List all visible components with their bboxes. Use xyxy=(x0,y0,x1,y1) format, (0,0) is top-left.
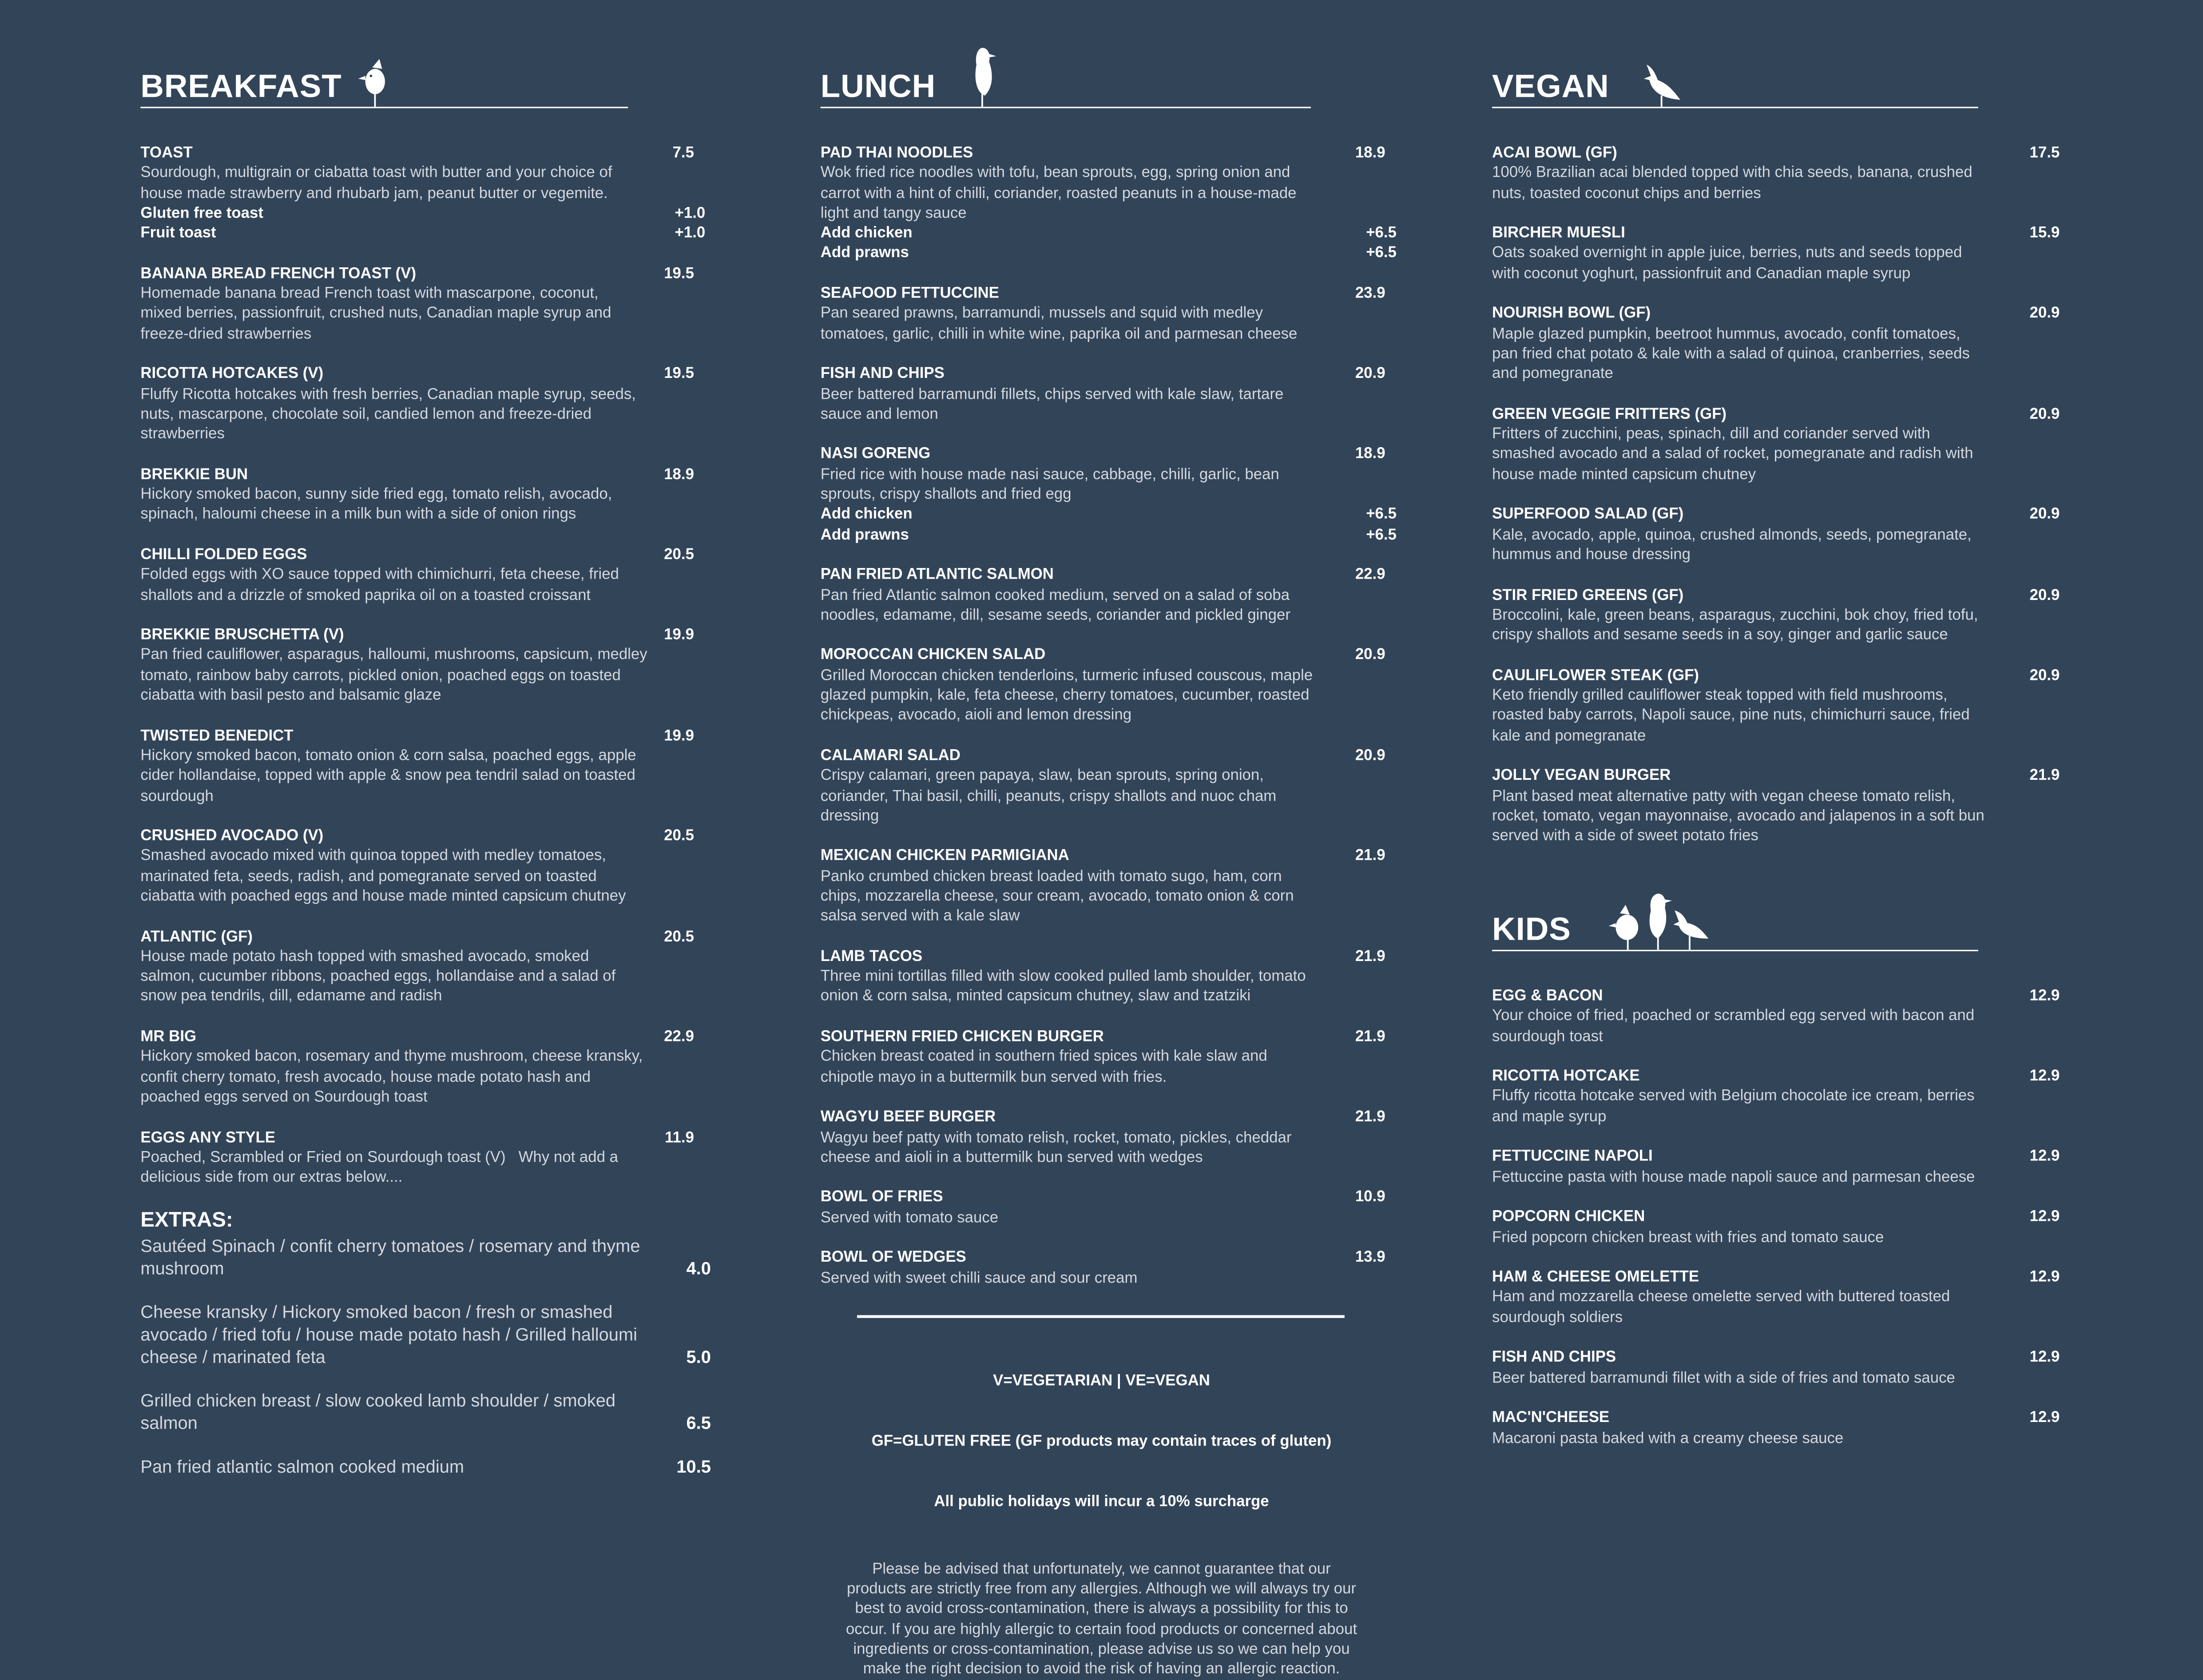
item-heading xyxy=(140,545,719,565)
menu-item xyxy=(821,284,1385,344)
item-heading xyxy=(821,646,1385,666)
item-description: Fritters of zucchini, peas, spinach, dill and coriander served with smashed avocado and a salad of rocket, pomegranate and radish with house made minted capsicum chutney xyxy=(1492,426,1973,483)
item-name: PAD THAI NOODLES xyxy=(820,144,973,162)
menu-item xyxy=(1492,505,2060,565)
item-name: NASI GORENG xyxy=(820,446,931,463)
item-price: 21.9 xyxy=(1355,948,1385,965)
item-name: ACAI BOWL (GF) xyxy=(1492,144,1617,162)
vegan-items xyxy=(1492,143,2060,846)
section-title: VEGAN xyxy=(1492,67,1609,104)
section-title: BREAKFAST xyxy=(140,67,342,104)
item-name: CAULIFLOWER STEAK (GF) xyxy=(1492,667,1699,684)
item-name: BOWL OF WEDGES xyxy=(820,1249,966,1267)
footer-divider xyxy=(857,1315,1345,1317)
item-name: SUPERFOOD SALAD (GF) xyxy=(1492,506,1684,524)
item-description: Macaroni pasta baked with a creamy cheese sauce xyxy=(1492,1430,1844,1447)
dietary-notes xyxy=(821,1331,1383,1553)
item-addon xyxy=(820,525,1397,545)
section-divider xyxy=(140,106,628,108)
bird-icon xyxy=(354,56,390,107)
item-heading xyxy=(1492,1408,2060,1428)
item-name: POPCORN CHICKEN xyxy=(1492,1208,1645,1226)
kids-items xyxy=(1492,986,2060,1448)
item-description: Wok fried rice noodles with tofu, bean sprouts, egg, spring onion and carrot with a hint of chilli, coriander, roasted peanuts in a house-made light and tangy sauce xyxy=(820,165,1297,222)
note-line: GF=GLUTEN FREE (GF products may contain traces of gluten) xyxy=(871,1433,1332,1450)
section-title: LUNCH xyxy=(820,67,936,104)
item-price: 19.9 xyxy=(664,627,694,644)
item-description: Fried rice with house made nasi sauce, cabbage, chilli, garlic, bean sprouts, crispy shallots and fried egg xyxy=(820,466,1279,503)
item-description: Beer battered barramundi fillets, chips served with kale slaw, tartare sauce and lemon xyxy=(820,385,1284,423)
item-heading xyxy=(140,143,719,163)
menu-item xyxy=(140,264,719,344)
item-price: 7.5 xyxy=(672,144,694,162)
item-heading xyxy=(1492,1067,2060,1087)
item-description: Three mini tortillas filled with slow cooked pulled lamb shoulder, tomato onion & corn salsa, minted capsicum chutney, slaw and tzatziki xyxy=(820,968,1306,1005)
item-heading xyxy=(821,1188,1385,1208)
item-price: 12.9 xyxy=(2029,1410,2060,1427)
item-name: SOUTHERN FRIED CHICKEN BURGER xyxy=(820,1029,1104,1046)
item-heading xyxy=(821,746,1385,766)
item-name: STIR FRIED GREENS (GF) xyxy=(1492,587,1684,604)
item-description: Poached, Scrambled or Fried on Sourdough toast (V) Why not add a delicious side from our extras below.... xyxy=(140,1149,619,1186)
item-heading xyxy=(821,445,1385,465)
item-description: Beer battered barramundi fillet with a side of fries and tomato sauce xyxy=(1492,1369,1955,1386)
item-heading xyxy=(821,364,1385,384)
item-heading xyxy=(821,1027,1385,1047)
item-description: Kale, avocado, apple, quinoa, crushed almonds, seeds, pomegranate, hummus and house dressing xyxy=(1492,526,1972,564)
item-description: 100% Brazilian acai blended topped with chia seeds, banana, crushed nuts, toasted coconut chips and berries xyxy=(1492,165,1973,202)
addon-price: +6.5 xyxy=(1366,506,1397,524)
item-description: Chicken breast coated in southern fried spices with kale slaw and chipotle mayo in a buttermilk bun served with fries. xyxy=(820,1049,1267,1086)
item-description: Grilled Moroccan chicken tenderloins, turmeric infused couscous, maple glazed pumpkin, kale, feta cheese, cherry tomatoes, cucumber, roasted chickpeas, avocado, aioli and lemon dressing xyxy=(820,667,1313,724)
menu-item xyxy=(140,364,719,445)
menu-item xyxy=(821,947,1385,1007)
item-heading xyxy=(821,846,1385,866)
item-name: BANANA BREAD FRENCH TOAST (V) xyxy=(140,265,417,282)
item-heading xyxy=(1492,143,2060,163)
item-description: Plant based meat alternative patty with vegan cheese tomato relish, rocket, tomato, vegan mayonnaise, avocado and jalapenos in a soft bun served with a side of sweet potato fries xyxy=(1492,787,1985,845)
addon-name: Add chicken xyxy=(820,225,913,242)
note-line: All public holidays will incur a 10% surcharge xyxy=(934,1493,1269,1510)
item-addon xyxy=(140,203,719,223)
extra-item xyxy=(140,1235,719,1279)
item-price: 20.5 xyxy=(664,928,694,945)
item-name: LAMB TACOS xyxy=(820,948,923,965)
section-divider xyxy=(821,106,1311,108)
item-price: 20.5 xyxy=(664,827,694,845)
menu-item xyxy=(821,646,1385,726)
section-title: KIDS xyxy=(1492,910,1571,947)
lunch-section xyxy=(820,46,1397,1308)
breakfast-header xyxy=(140,46,719,108)
extras-title: EXTRAS: xyxy=(140,1208,233,1232)
item-heading xyxy=(1492,986,2060,1006)
item-heading xyxy=(140,826,719,846)
item-price: 12.9 xyxy=(2029,1349,2060,1366)
item-price: 20.9 xyxy=(1355,747,1385,764)
item-name: TOAST xyxy=(140,144,193,162)
item-description: Your choice of fried, poached or scrambled egg served with bacon and sourdough toast xyxy=(1492,1008,1975,1045)
addon-price: +6.5 xyxy=(1366,225,1397,242)
menu-item xyxy=(1492,143,2060,204)
item-price: 18.9 xyxy=(1355,144,1385,162)
item-price: 19.5 xyxy=(664,365,694,383)
item-price: 12.9 xyxy=(2029,988,2060,1005)
item-heading xyxy=(140,726,719,746)
item-name: RICOTTA HOTCAKES (V) xyxy=(140,365,324,383)
item-description: Pan fried cauliflower, asparagus, halloumi, mushrooms, capsicum, medley tomato, rainbow baby carrots, pickled onion, poached eggs on toasted ciabatta with basil pesto and balsamic glaze xyxy=(140,647,647,704)
item-name: PAN FRIED ATLANTIC SALMON xyxy=(820,566,1054,584)
extra-text: Grilled chicken breast / slow cooked lamb shoulder / smoked salmon xyxy=(140,1390,616,1433)
item-description: Ham and mozzarella cheese omelette served with buttered toasted sourdough soldiers xyxy=(1492,1289,1950,1326)
menu-item xyxy=(821,1108,1385,1168)
item-heading xyxy=(1492,666,2060,686)
section-divider xyxy=(1492,949,1978,951)
menu-item xyxy=(821,1248,1385,1288)
item-name: ATLANTIC (GF) xyxy=(140,928,253,945)
menu-item xyxy=(1492,666,2060,746)
item-heading xyxy=(140,264,719,284)
item-description: Oats soaked overnight in apple juice, berries, nuts and seeds topped with coconut yoghurt, passionfruit and Canadian maple syrup xyxy=(1492,245,1962,282)
item-name: CRUSHED AVOCADO (V) xyxy=(140,827,324,845)
extra-price: 6.5 xyxy=(686,1413,711,1433)
item-name: MOROCCAN CHICKEN SALAD xyxy=(820,647,1046,664)
menu-item xyxy=(821,565,1385,626)
item-description: House made potato hash topped with smashed avocado, smoked salmon, cucumber ribbons, poached eggs, hollandaise and a salad of snow pea tendrils, dill, edamame and radish xyxy=(140,948,616,1005)
menu-item xyxy=(820,445,1397,545)
item-price: 12.9 xyxy=(2029,1269,2060,1286)
item-description: Pan seared prawns, barramundi, mussels and squid with medley tomatoes, garlic, chilli in white wine, paprika oil and parmesan cheese xyxy=(820,305,1298,342)
addon-price: +6.5 xyxy=(1366,245,1397,262)
extra-price: 4.0 xyxy=(686,1259,711,1279)
item-price: 20.9 xyxy=(2029,587,2060,604)
item-price: 12.9 xyxy=(2029,1068,2060,1085)
item-heading xyxy=(1492,1147,2060,1167)
item-description: Wagyu beef patty with tomato relish, rocket, tomato, pickles, cheddar cheese and aioli in a buttermilk bun served with wedges xyxy=(820,1129,1292,1166)
item-heading xyxy=(1492,585,2060,605)
item-addon xyxy=(820,244,1397,264)
item-price: 22.9 xyxy=(1355,566,1385,584)
item-heading xyxy=(1492,405,2060,425)
item-heading xyxy=(140,625,719,645)
addon-name: Add prawns xyxy=(820,245,909,262)
item-addon xyxy=(140,224,719,244)
item-price: 23.9 xyxy=(1355,285,1385,302)
item-price: 13.9 xyxy=(1355,1249,1385,1267)
item-price: 18.9 xyxy=(1355,446,1385,463)
item-name: CALAMARI SALAD xyxy=(820,747,961,764)
item-name: TWISTED BENEDICT xyxy=(140,727,294,744)
vegan-section xyxy=(1492,46,2060,866)
item-heading xyxy=(1492,1207,2060,1227)
bird-icon xyxy=(965,45,999,107)
addon-price: +6.5 xyxy=(1366,526,1397,544)
addon-price: +1.0 xyxy=(675,225,706,242)
section-divider xyxy=(1492,106,1978,108)
item-price: 20.9 xyxy=(2029,405,2060,423)
item-price: 12.9 xyxy=(2029,1208,2060,1226)
item-name: BIRCHER MUESLI xyxy=(1492,225,1625,242)
item-name: MAC'N'CHEESE xyxy=(1492,1410,1610,1427)
menu-item xyxy=(820,143,1397,264)
item-addon xyxy=(820,224,1397,244)
item-price: 21.9 xyxy=(1355,848,1385,865)
menu-item xyxy=(1492,405,2060,485)
addon-price: +1.0 xyxy=(675,205,706,222)
item-heading xyxy=(1492,224,2060,244)
item-price: 21.9 xyxy=(1355,1109,1385,1126)
menu-item xyxy=(821,1188,1385,1228)
allergy-disclaimer: Please be advised that unfortunately, we cannot guarantee that our products are strictly free from any allergies. Although we will always try our best to avoid cross-contamination, there is always a possibility for this to occur. If you are highly allergic to certain food products or concerned about ingredients or cross-contamination, please advise us so we can help you make the right decision to avoid the risk of having an allergic reaction. xyxy=(845,1561,1358,1678)
item-name: BOWL OF FRIES xyxy=(820,1189,943,1207)
item-heading xyxy=(821,1108,1385,1128)
item-name: JOLLY VEGAN BURGER xyxy=(1492,767,1671,785)
breakfast-section xyxy=(140,46,719,1499)
item-heading xyxy=(140,465,719,485)
menu-item xyxy=(1492,304,2060,385)
lunch-items xyxy=(820,143,1397,1288)
menu-footer xyxy=(821,1315,1383,1680)
item-name: BREKKIE BRUSCHETTA (V) xyxy=(140,627,344,644)
item-heading xyxy=(140,1128,719,1148)
item-name: SEAFOOD FETTUCCINE xyxy=(820,285,999,302)
item-heading xyxy=(1492,1267,2060,1287)
menu-item xyxy=(1492,1067,2060,1127)
item-price: 22.9 xyxy=(664,1029,694,1046)
item-name: MEXICAN CHICKEN PARMIGIANA xyxy=(820,848,1069,865)
item-description: Crispy calamari, green papaya, slaw, bean sprouts, spring onion, coriander, Thai basil, chilli, peanuts, crispy shallots and nuoc cham dressing xyxy=(820,767,1277,825)
item-name: FISH AND CHIPS xyxy=(820,365,945,383)
extra-text: Pan fried atlantic salmon cooked medium xyxy=(140,1457,464,1477)
menu-item xyxy=(1492,585,2060,646)
kids-section xyxy=(1492,890,2060,1469)
item-name: BREKKIE BUN xyxy=(140,466,248,483)
item-description: Hickory smoked bacon, sunny side fried egg, tomato relish, avocado, spinach, haloumi cheese in a milk bun with a side of onion rings xyxy=(140,486,612,524)
breakfast-items xyxy=(140,143,719,1188)
item-name: FETTUCCINE NAPOLI xyxy=(1492,1148,1653,1166)
item-price: 21.9 xyxy=(2029,767,2060,785)
menu-item xyxy=(140,465,719,525)
menu-item xyxy=(140,1128,719,1188)
menu-item xyxy=(1492,1267,2060,1328)
menu-item xyxy=(1492,1408,2060,1448)
item-name: EGG & BACON xyxy=(1492,988,1603,1005)
extra-item xyxy=(140,1301,719,1368)
lunch-header xyxy=(821,46,1385,108)
item-heading xyxy=(821,1248,1385,1268)
menu-item xyxy=(140,545,719,605)
item-heading xyxy=(821,143,1385,163)
item-heading xyxy=(821,565,1385,585)
item-heading xyxy=(1492,505,2060,525)
item-name: CHILLI FOLDED EGGS xyxy=(140,546,307,564)
extra-price: 10.5 xyxy=(676,1457,711,1477)
item-price: 19.9 xyxy=(664,727,694,744)
item-description: Hickory smoked bacon, rosemary and thyme mushroom, cheese kransky, confit cherry tomato, fresh avocado, house made potato hash and poached eggs served on Sourdough toast xyxy=(140,1049,643,1106)
item-description: Homemade banana bread French toast with mascarpone, coconut, mixed berries, passionfruit, crushed nuts, Canadian maple syrup and freeze-dried strawberries xyxy=(140,285,611,342)
item-price: 12.9 xyxy=(2029,1148,2060,1166)
extra-text: Sautéed Spinach / confit cherry tomatoes / rosemary and thyme mushroom xyxy=(140,1236,640,1279)
item-name: NOURISH BOWL (GF) xyxy=(1492,305,1651,322)
item-addon xyxy=(820,505,1397,525)
item-heading xyxy=(821,284,1385,304)
item-description: Panko crumbed chicken breast loaded with tomato sugo, ham, corn chips, mozzarella cheese, sour cream, avocado, tomato onion & corn salsa served with a kale slaw xyxy=(820,868,1294,925)
item-price: 17.5 xyxy=(2029,144,2060,162)
menu-item xyxy=(1492,1147,2060,1187)
item-price: 15.9 xyxy=(2029,225,2060,242)
menu-item xyxy=(140,927,719,1007)
item-name: RICOTTA HOTCAKE xyxy=(1492,1068,1640,1085)
item-description: Folded eggs with XO sauce topped with chimichurri, feta cheese, fried shallots and a drizzle of smoked paprika oil on a toasted croissant xyxy=(140,566,619,604)
item-heading xyxy=(821,947,1385,967)
extra-text: Cheese kransky / Hickory smoked bacon / fresh or smashed avocado / fried tofu / house made potato hash / Grilled halloumi cheese / marinated feta xyxy=(140,1302,637,1367)
extra-item xyxy=(140,1455,719,1478)
item-description: Served with sweet chilli sauce and sour cream xyxy=(820,1269,1138,1287)
item-description: Broccolini, kale, green beans, asparagus, zucchini, bok choy, fried tofu, crispy shallots and sesame seeds in a soy, ginger and garlic sauce xyxy=(1492,607,1978,644)
menu-item xyxy=(1492,1207,2060,1247)
item-heading xyxy=(1492,766,2060,786)
item-heading xyxy=(140,927,719,947)
item-price: 21.9 xyxy=(1355,1029,1385,1046)
menu-item xyxy=(1492,986,2060,1047)
item-price: 10.9 xyxy=(1355,1189,1385,1207)
item-description: Fried popcorn chicken breast with fries and tomato sauce xyxy=(1492,1229,1884,1246)
item-description: Keto friendly grilled cauliflower steak topped with field mushrooms, roasted baby carrots, Napoli sauce, pine nuts, chimichurri sauce, fried kale and pomegranate xyxy=(1492,687,1970,744)
extras-list xyxy=(140,1235,719,1477)
menu-item xyxy=(1492,224,2060,284)
item-price: 20.9 xyxy=(1355,647,1385,664)
extra-item xyxy=(140,1389,719,1434)
item-price: 20.9 xyxy=(2029,506,2060,524)
item-price: 20.5 xyxy=(664,546,694,564)
menu-item xyxy=(1492,1348,2060,1388)
item-price: 20.9 xyxy=(2029,305,2060,322)
item-description: Fettuccine pasta with house made napoli sauce and parmesan cheese xyxy=(1492,1168,1975,1186)
item-heading xyxy=(140,1027,719,1047)
menu-item xyxy=(140,625,719,706)
item-price: 18.9 xyxy=(664,466,694,483)
menu-item xyxy=(140,826,719,907)
item-description: Fluffy Ricotta hotcakes with fresh berries, Canadian maple syrup, seeds, nuts, mascarpone, chocolate soil, candied lemon and freeze-dried strawberries xyxy=(140,385,636,443)
menu-item xyxy=(140,143,719,244)
item-price: 11.9 xyxy=(665,1129,694,1146)
item-price: 19.5 xyxy=(664,265,694,282)
item-heading xyxy=(1492,304,2060,324)
menu-item xyxy=(1492,766,2060,846)
birds-icon xyxy=(1608,888,1714,950)
item-heading xyxy=(1492,1348,2060,1368)
item-name: WAGYU BEEF BURGER xyxy=(820,1109,996,1126)
bird-icon xyxy=(1638,62,1686,107)
vegan-header xyxy=(1492,46,2060,108)
item-price: 20.9 xyxy=(2029,667,2060,684)
item-name: EGGS ANY STYLE xyxy=(140,1129,276,1146)
addon-name: Fruit toast xyxy=(140,225,216,242)
item-description: Fluffy ricotta hotcake served with Belgium chocolate ice cream, berries and maple syrup xyxy=(1492,1088,1975,1125)
item-description: Pan fried Atlantic salmon cooked medium, served on a salad of soba noodles, edamame, dill, sesame seeds, coriander and pickled ginger xyxy=(820,587,1290,624)
item-name: GREEN VEGGIE FRITTERS (GF) xyxy=(1492,405,1727,423)
menu-item xyxy=(140,726,719,806)
item-name: FISH AND CHIPS xyxy=(1492,1349,1616,1366)
note-line: V=VEGETARIAN | VE=VEGAN xyxy=(993,1373,1210,1390)
addon-name: Add chicken xyxy=(820,506,913,524)
addon-name: Gluten free toast xyxy=(140,205,263,222)
item-name: HAM & CHEESE OMELETTE xyxy=(1492,1269,1699,1286)
item-description: Smashed avocado mixed with quinoa topped with medley tomatoes, marinated feta, seeds, radish, and pomegranate served on toasted ciabatta with poached eggs and house made minted capsicum chutney xyxy=(140,848,626,905)
addon-name: Add prawns xyxy=(820,526,909,544)
item-description: Maple glazed pumpkin, beetroot hummus, avocado, confit tomatoes, pan fried chat potato & kale with a salad of quinoa, cranberries, seeds and pomegranate xyxy=(1492,325,1970,383)
menu-item xyxy=(821,746,1385,826)
item-description: Sourdough, multigrain or ciabatta toast with butter and your choice of house made strawberry and rhubarb jam, peanut butter or vegemite. xyxy=(140,165,612,202)
item-description: Served with tomato sauce xyxy=(820,1209,999,1227)
menu-item xyxy=(821,1027,1385,1088)
item-name: MR BIG xyxy=(140,1029,197,1046)
item-heading xyxy=(140,364,719,384)
menu-item xyxy=(821,846,1385,927)
kids-header xyxy=(1492,890,2060,951)
item-price: 20.9 xyxy=(1355,365,1385,383)
item-description: Hickory smoked bacon, tomato onion & corn salsa, poached eggs, apple cider hollandaise, topped with apple & snow pea tendril salad on toasted sourdough xyxy=(140,747,636,805)
menu-item xyxy=(821,364,1385,425)
extra-price: 5.0 xyxy=(686,1347,711,1367)
menu-item xyxy=(140,1027,719,1108)
